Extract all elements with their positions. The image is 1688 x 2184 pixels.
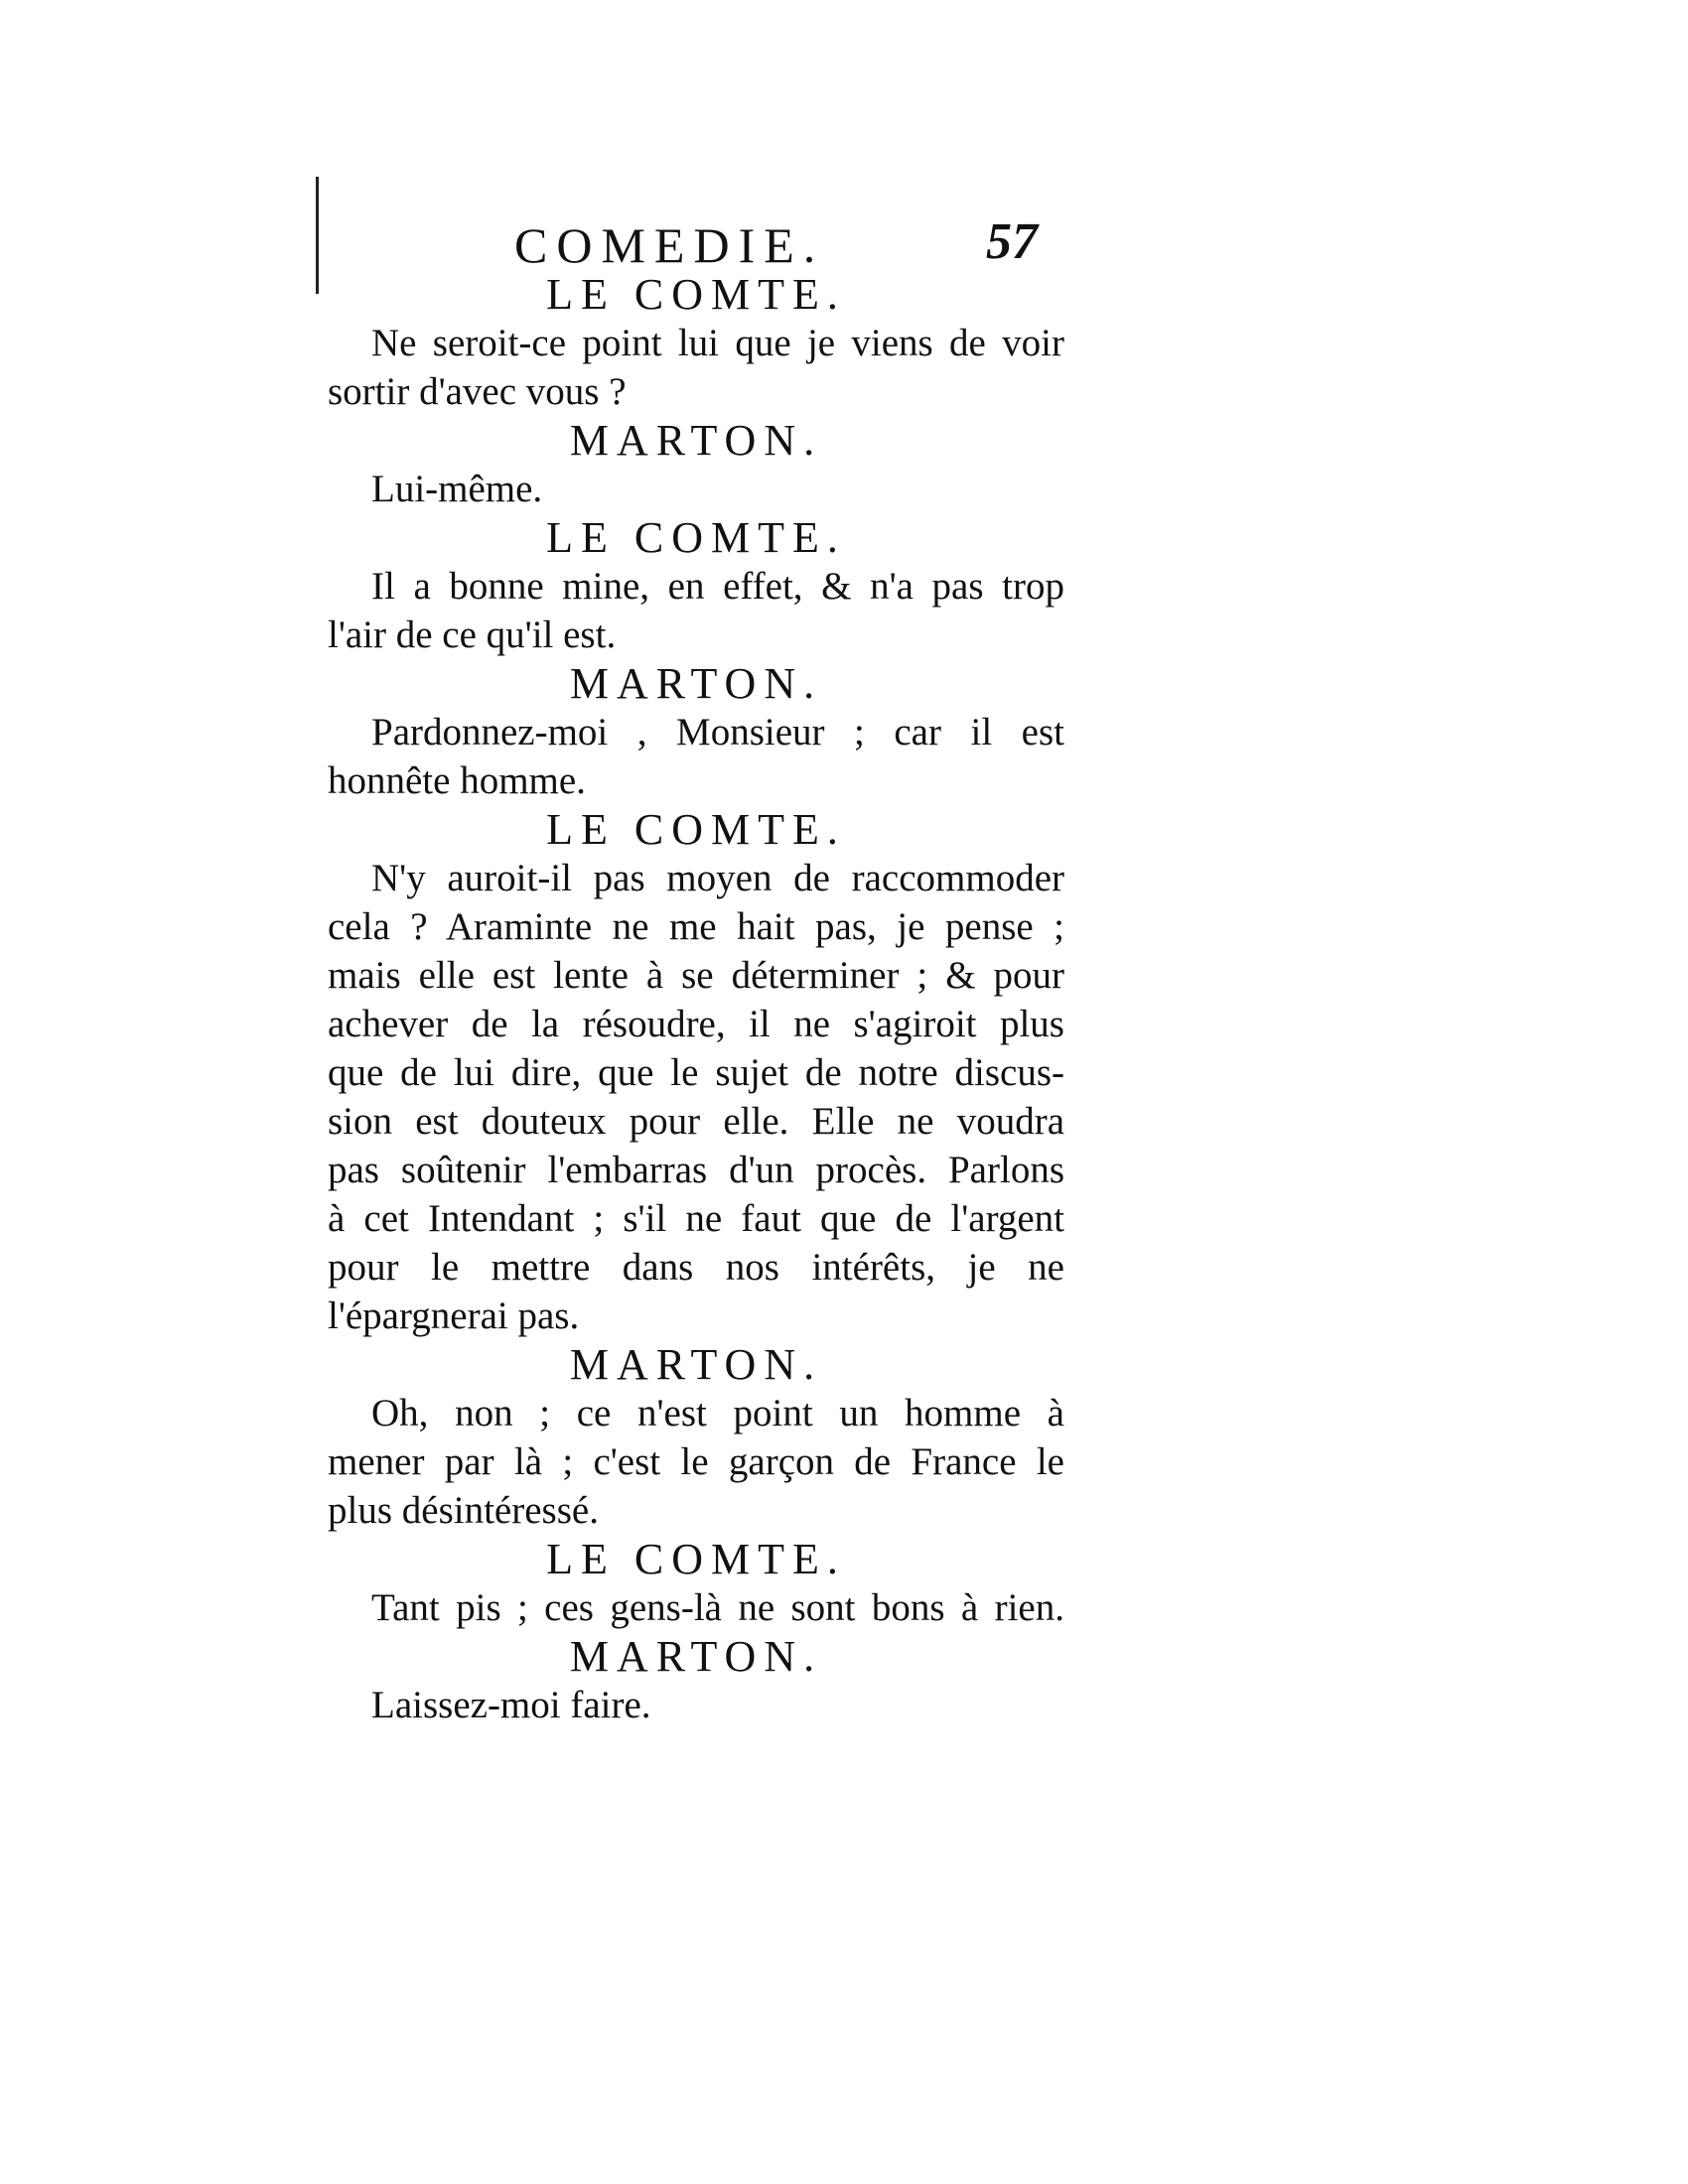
speaker-name: MARTON. <box>569 1340 823 1389</box>
text-line: Il a bonne mine, en effet, & n'a pas trop <box>371 565 1064 608</box>
text-line: sion est douteux pour elle. Elle ne voudra <box>328 1100 1064 1143</box>
speaker-name: LE COMTE. <box>546 1535 846 1583</box>
speaker-name: LE COMTE. <box>546 805 846 854</box>
speaker-name: MARTON. <box>569 1632 823 1681</box>
text-line: mener par là ; c'est le garçon de France le <box>328 1440 1064 1483</box>
speaker-name: MARTON. <box>569 416 823 465</box>
text-line: l'air de ce qu'il est. <box>328 614 617 656</box>
speaker-name: LE COMTE. <box>546 513 846 562</box>
text-line: N'y auroit-il pas moyen de raccommoder <box>371 857 1064 899</box>
text-line: sortir d'avec vous ? <box>328 370 627 413</box>
text-line: à cet Intendant ; s'il ne faut que de l'argent <box>328 1197 1064 1240</box>
text-line: Lui-même. <box>371 468 543 510</box>
text-line: Ne seroit-ce point lui que je viens de voir <box>371 322 1064 364</box>
running-title: COMEDIE. <box>514 217 825 273</box>
page-number: 57 <box>986 213 1038 270</box>
text-line: mais elle est lente à se déterminer ; & pour <box>328 954 1064 997</box>
text-line: cela ? Araminte ne me hait pas, je pense ; <box>328 905 1064 948</box>
text-line: Pardonnez-moi , Monsieur ; car il est <box>371 711 1064 753</box>
text-line: Laissez-moi faire. <box>371 1684 651 1726</box>
text-line: honnête homme. <box>328 759 586 802</box>
text-line: pas soûtenir l'embarras d'un procès. Parlons <box>328 1149 1064 1191</box>
speaker-name: MARTON. <box>569 659 823 708</box>
page-edge-rule <box>316 177 319 294</box>
text-line: l'épargnerai pas. <box>328 1295 580 1337</box>
play-text <box>328 270 1064 1729</box>
text-line: pour le mettre dans nos intérêts, je ne <box>328 1246 1064 1289</box>
speaker-name: LE COMTE. <box>546 270 846 319</box>
text-line: Oh, non ; ce n'est point un homme à <box>371 1392 1064 1434</box>
text-line: que de lui dire, que le sujet de notre discus- <box>328 1051 1064 1094</box>
text-line: achever de la résoudre, il ne s'agiroit plus <box>328 1003 1064 1045</box>
text-line: plus désintéressé. <box>328 1489 599 1532</box>
text-line: Tant pis ; ces gens-là ne sont bons à rien. <box>371 1586 1064 1629</box>
